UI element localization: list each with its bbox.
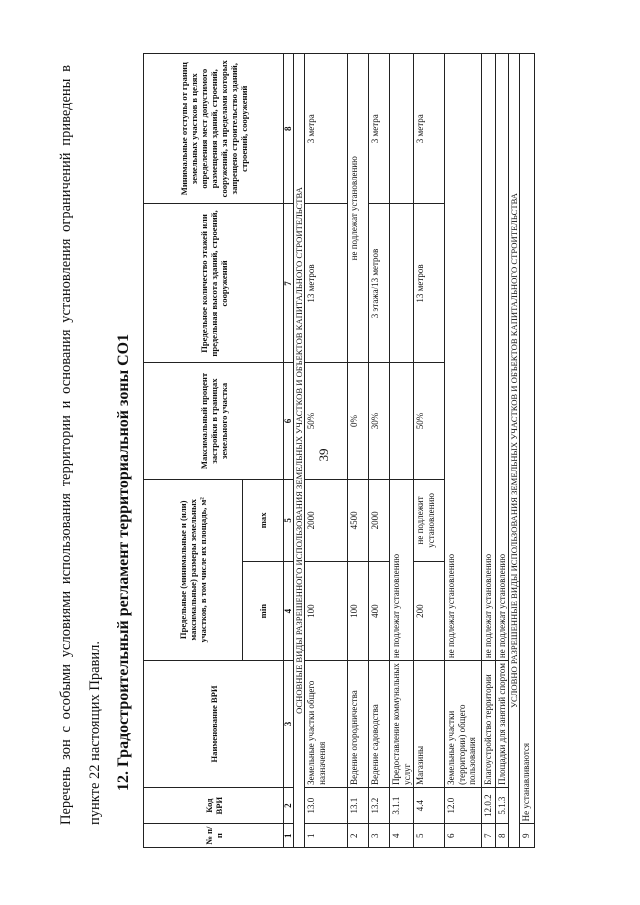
row-code: 4.4: [414, 787, 445, 824]
row-min: 200: [414, 562, 445, 661]
page-number: 39: [316, 448, 331, 462]
row-min-max-merged: не подлежат установлению: [390, 479, 414, 661]
table-row: [369, 54, 390, 848]
row-setback: [390, 54, 414, 204]
row-floors: 13 метров: [414, 204, 445, 363]
row-merged-value: не подлежат установлению: [495, 54, 509, 661]
col-num-6: 6: [284, 363, 294, 479]
row-min: 400: [369, 562, 390, 661]
row-num: 2: [348, 824, 369, 848]
row-code: 13.2: [369, 787, 390, 824]
row-setback: 3 метра: [369, 54, 390, 204]
row-not-established: Не устанавливаются: [520, 54, 535, 824]
header-num: № п/п: [144, 824, 284, 848]
row-merged-value: не подлежат установлению: [482, 54, 496, 661]
intro-line-2: пункте 22 настоящих Правил.: [87, 641, 103, 825]
row-name: Предоставление коммунальных услуг: [390, 661, 414, 788]
row-num: 7: [482, 824, 496, 848]
header-setbacks: Минимальные отступы от границ земельных участков в целях определения мест допустимого размещения зданий, строений, сооружений, за пределами которых запрещено строительство зданий, строений, сооружений: [144, 54, 284, 204]
table-row: [348, 54, 369, 848]
row-percent: 30%: [369, 363, 390, 479]
row-num: 1: [305, 824, 348, 848]
row-max: 2000: [305, 479, 348, 562]
row-code: 12.0.2: [482, 787, 496, 824]
row-name: Магазины: [414, 661, 445, 788]
row-name: Площадки для занятий спортом: [495, 661, 509, 788]
section-main-label: ОСНОВНЫЕ ВИДЫ РАЗРЕШЕННОГО ИСПОЛЬЗОВАНИЯ ЗЕМЕЛЬНЫХ УЧАСТКОВ И ОБЪЕКТОВ КАПИТАЛЬНОГО СТРОИТЕЛЬСТВА: [294, 54, 305, 848]
table-row: [390, 54, 414, 848]
section-row-conditional: [509, 54, 520, 848]
row-percent: 50%: [414, 363, 445, 479]
intro-paragraph: [52, 65, 110, 825]
regulation-table: [143, 53, 535, 848]
row-floors: 3 этажа/13 метров: [369, 204, 390, 363]
col-num-5: 5: [284, 479, 294, 562]
header-name: Наименование ВРИ: [144, 661, 284, 788]
row-num: 8: [495, 824, 509, 848]
row-max: 4500: [348, 479, 369, 562]
header-floors: Предельное количество этажей или предельная высота зданий, строений, сооружений: [144, 204, 284, 363]
header-max-percent: Максимальный процент застройки в границах земельного участка: [144, 363, 284, 479]
table-row: [495, 54, 509, 848]
col-num-8: 8: [284, 54, 294, 204]
row-percent: [390, 363, 414, 479]
row-name: Ведение садоводства: [369, 661, 390, 788]
col-num-2: 2: [284, 787, 294, 824]
row-max: не подлежит установлению: [414, 479, 445, 562]
header-max: max: [243, 479, 284, 562]
row-num: 4: [390, 824, 414, 848]
table-row: [482, 54, 496, 848]
row-name: Благоустройство территории: [482, 661, 496, 788]
row-setback: 3 метра: [414, 54, 445, 204]
row-code: 5.1.3: [495, 787, 509, 824]
row-percent: 0%: [348, 363, 369, 479]
section-conditional-label: УСЛОВНО РАЗРЕШЕННЫЕ ВИДЫ ИСПОЛЬЗОВАНИЯ ЗЕМЕЛЬНЫХ УЧАСТКОВ И ОБЪЕКТОВ КАПИТАЛЬНОГО СТРОИТЕЛЬСТВА: [509, 54, 520, 848]
row-percent: 50%: [305, 363, 348, 479]
table-row: [414, 54, 445, 848]
row-code: 13.0: [305, 787, 348, 824]
section-title: 12. Градостроительный регламент территориальной зоны СО1: [115, 333, 132, 791]
row-floors-setback-merged: не подлежат установлению: [348, 54, 369, 363]
table-row: [445, 54, 482, 848]
row-name: Ведение огородничества: [348, 661, 369, 788]
row-floors: [390, 204, 414, 363]
row-code: 12.0: [445, 787, 482, 824]
header-min: min: [243, 562, 284, 661]
row-merged-value: не подлежат установлению: [445, 54, 482, 661]
row-min: 100: [348, 562, 369, 661]
section-row-main: [294, 54, 305, 848]
row-setback: 3 метра: [305, 54, 348, 204]
row-num: 9: [520, 824, 535, 848]
row-min: 100: [305, 562, 348, 661]
col-num-7: 7: [284, 204, 294, 363]
row-num: 6: [445, 824, 482, 848]
table-row: [305, 54, 348, 848]
header-size-group: Предельные (минимальные и (или) максимальные) размеры земельных участков, в том числе их площадь, м²: [144, 479, 243, 661]
row-code: 13.1: [348, 787, 369, 824]
row-floors: 13 метров: [305, 204, 348, 363]
row-max: 2000: [369, 479, 390, 562]
col-num-4: 4: [284, 562, 294, 661]
col-num-3: 3: [284, 661, 294, 788]
row-code: 3.1.1: [390, 787, 414, 824]
column-numbers-row: [284, 54, 294, 848]
row-name: Земельные участки (территории) общего пользования: [445, 661, 482, 788]
row-num: 3: [369, 824, 390, 848]
row-num: 5: [414, 824, 445, 848]
col-num-1: 1: [284, 824, 294, 848]
header-code: Код ВРИ: [144, 787, 284, 824]
row-name: Земельные участки общего назначения: [305, 661, 348, 788]
intro-line-1: Перечень зон с особыми условиями использования территории и основания установления ограничений приведены в: [58, 65, 74, 825]
table-row: [520, 54, 535, 848]
